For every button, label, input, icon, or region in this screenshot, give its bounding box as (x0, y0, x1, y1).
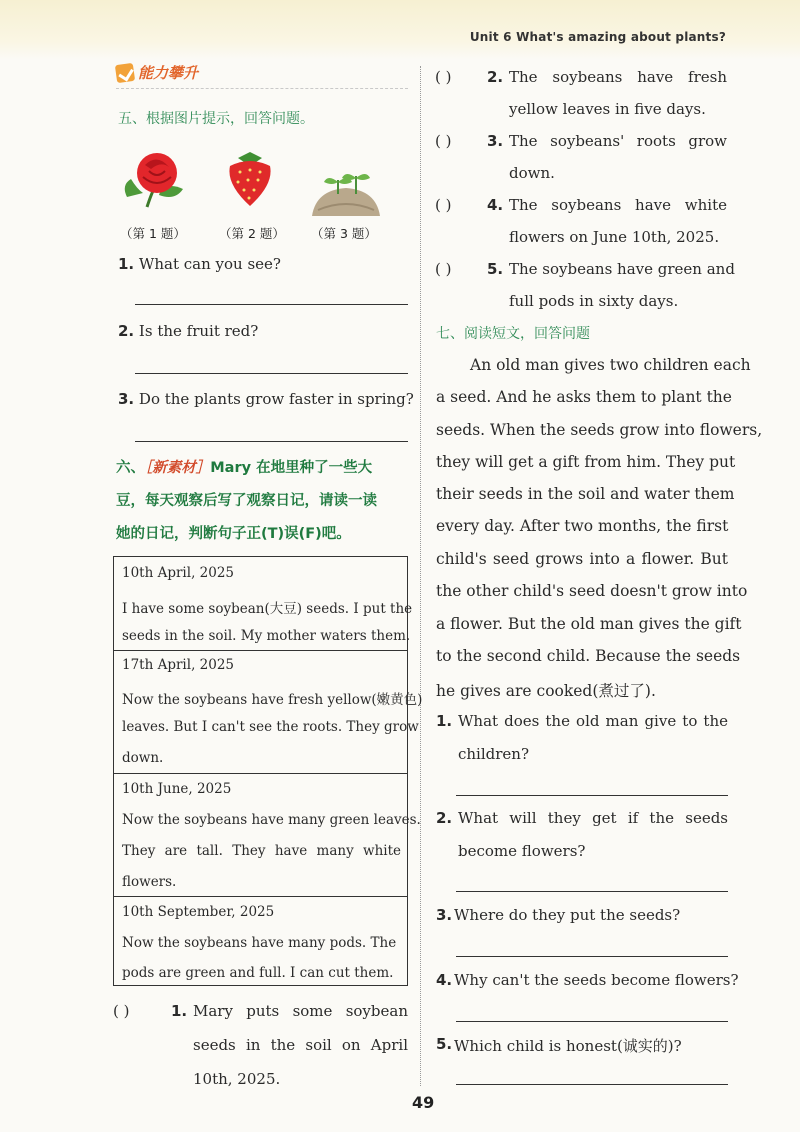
s5-question-2 (118, 322, 258, 340)
question-line: Why can't the seeds become flowers? (454, 971, 739, 989)
passage-line: their seeds in the soil and water them (436, 485, 735, 503)
diary-line: down. (122, 750, 164, 766)
diary-line: leaves. But I can't see the roots. They grow (122, 719, 419, 735)
answer-paren[interactable]: ( ) (435, 68, 452, 86)
diary-entry (114, 773, 421, 896)
question-number: 5. (436, 1035, 453, 1053)
diary-line: pods are green and full. I can cut them. (122, 965, 394, 981)
passage-line: to the second child. Because the seeds (436, 647, 741, 665)
ability-badge (116, 62, 198, 83)
question-number: 2. (118, 322, 135, 340)
section6-prefix: 六、 (116, 460, 145, 476)
answer-paren[interactable]: ( ) (435, 132, 452, 150)
passage-line: child's seed grows into a flower. But (436, 550, 728, 568)
section6-line2: 豆，每天观察后写了观察日记，请读一读 (116, 493, 377, 509)
section6-heading (116, 452, 416, 551)
question-number: 2. (436, 809, 453, 827)
diary-line: Now the soybeans have fresh yellow(嫩黄色) (122, 692, 423, 708)
s7-question-1 (436, 712, 728, 772)
page-number: 49 (412, 1093, 435, 1112)
caption-1: （第 1 题） (120, 226, 186, 241)
diary-entry (114, 650, 423, 773)
tf-line: seeds in the soil on April (193, 1036, 408, 1054)
answer-paren[interactable]: ( ) (435, 196, 452, 214)
question-text: Is the fruit red? (138, 322, 259, 340)
tf-line: yellow leaves in five days. (509, 100, 706, 118)
question-number: 3. (118, 390, 135, 408)
tf-line: The soybeans have white (509, 196, 727, 214)
answer-line[interactable] (456, 1084, 728, 1085)
question-line: What does the old man give to the (458, 712, 728, 730)
passage-line: he gives are cooked(煮过了). (436, 682, 656, 700)
passage-line: a seed. And he asks them to plant the (436, 388, 732, 406)
answer-line[interactable] (456, 891, 728, 892)
checkmark-icon (115, 62, 135, 82)
tf-line: Mary puts some soybean (193, 1002, 408, 1020)
passage-line: seeds. When the seeds grow into flowers, (436, 421, 763, 439)
question-line: What will they get if the seeds (458, 809, 728, 827)
strawberry-picture (224, 150, 276, 208)
tf-item-1 (113, 1002, 408, 1097)
passage-line: they will get a gift from him. They put (436, 453, 736, 471)
answer-line[interactable] (135, 373, 408, 374)
diary-line: Now the soybeans have many pods. The (122, 935, 397, 951)
question-text: Do the plants grow faster in spring? (138, 390, 414, 408)
tf-line: The soybeans' roots grow (509, 132, 727, 150)
section5-heading: 五、根据图片提示，回答问题。 (118, 111, 314, 127)
diary-entry (114, 896, 407, 987)
question-number: 1. (436, 712, 453, 730)
answer-paren[interactable]: ( ) (435, 260, 452, 278)
section7-heading: 七、阅读短文，回答问题 (436, 326, 590, 342)
caption-2: （第 2 题） (219, 226, 285, 241)
diary-line: flowers. (122, 874, 177, 890)
section6-line3: 她的日记，判断句子正(T)误(F)吧。 (116, 526, 351, 542)
badge-text: 能力攀升 (138, 64, 199, 82)
tf-number: 1. (171, 1002, 188, 1020)
diary-date: 10th April, 2025 (122, 565, 235, 581)
s5-question-3 (118, 390, 414, 408)
s7-question-5 (436, 1035, 728, 1065)
answer-line[interactable] (135, 304, 408, 305)
tf-line: full pods in sixty days. (509, 292, 679, 310)
tf-number: 4. (487, 196, 504, 214)
s5-question-1 (118, 255, 281, 273)
tf-line: down. (509, 164, 555, 182)
answer-line[interactable] (456, 1021, 728, 1022)
tf-item-2 (435, 68, 727, 128)
diary-line: Now the soybeans have many green leaves. (122, 812, 421, 828)
answer-paren[interactable]: ( ) (113, 1002, 130, 1020)
caption-3: （第 3 题） (311, 226, 377, 241)
diary-entry (114, 557, 413, 650)
tf-line: The soybeans have fresh (509, 68, 727, 86)
tf-item-4 (435, 196, 727, 256)
answer-line[interactable] (456, 956, 728, 957)
tf-number: 3. (487, 132, 504, 150)
tf-number: 2. (487, 68, 504, 86)
question-number: 3. (436, 906, 453, 924)
question-number: 4. (436, 971, 453, 989)
question-line: become flowers? (458, 842, 586, 860)
diary-date: 17th April, 2025 (122, 657, 235, 673)
diary-line: seeds in the soil. My mother waters them. (122, 628, 411, 644)
answer-line[interactable] (456, 795, 728, 796)
passage-line: the other child's seed doesn't grow into (436, 582, 748, 600)
tf-item-5 (435, 260, 735, 320)
rose-picture (117, 145, 189, 215)
sprout-picture (310, 160, 382, 218)
s7-question-4 (436, 971, 739, 1001)
column-divider (420, 66, 421, 1086)
badge-divider (116, 88, 408, 89)
unit-title: Unit 6 What's amazing about plants? (469, 30, 726, 44)
passage-line: An old man gives two children each (470, 356, 751, 374)
passage-line: a flower. But the old man gives the gift (436, 615, 742, 633)
tf-line: 10th, 2025. (193, 1070, 281, 1088)
s7-question-2 (436, 809, 728, 869)
question-number: 1. (118, 255, 135, 273)
question-line: Where do they put the seeds? (454, 906, 681, 924)
diary-table (113, 556, 423, 986)
passage-line: every day. After two months, the first (436, 517, 729, 535)
question-line: children? (458, 745, 530, 763)
diary-date: 10th June, 2025 (122, 781, 232, 797)
diary-line: They are tall. They have many white (122, 843, 401, 859)
diary-line: I have some soybean(大豆) seeds. I put the (122, 601, 413, 617)
tf-line: The soybeans have green and (509, 260, 735, 278)
answer-line[interactable] (135, 441, 408, 442)
diary-date: 10th September, 2025 (122, 904, 275, 920)
question-line: Which child is honest(诚实的)? (454, 1037, 682, 1055)
question-text: What can you see? (138, 255, 281, 273)
tf-number: 5. (487, 260, 504, 278)
section6-line1: Mary 在地里种了一些大 (210, 460, 373, 476)
new-material-tag: ［新素材］ (145, 460, 211, 476)
tf-item-3 (435, 132, 727, 192)
s7-question-3 (436, 906, 728, 936)
tf-line: flowers on June 10th, 2025. (509, 228, 720, 246)
